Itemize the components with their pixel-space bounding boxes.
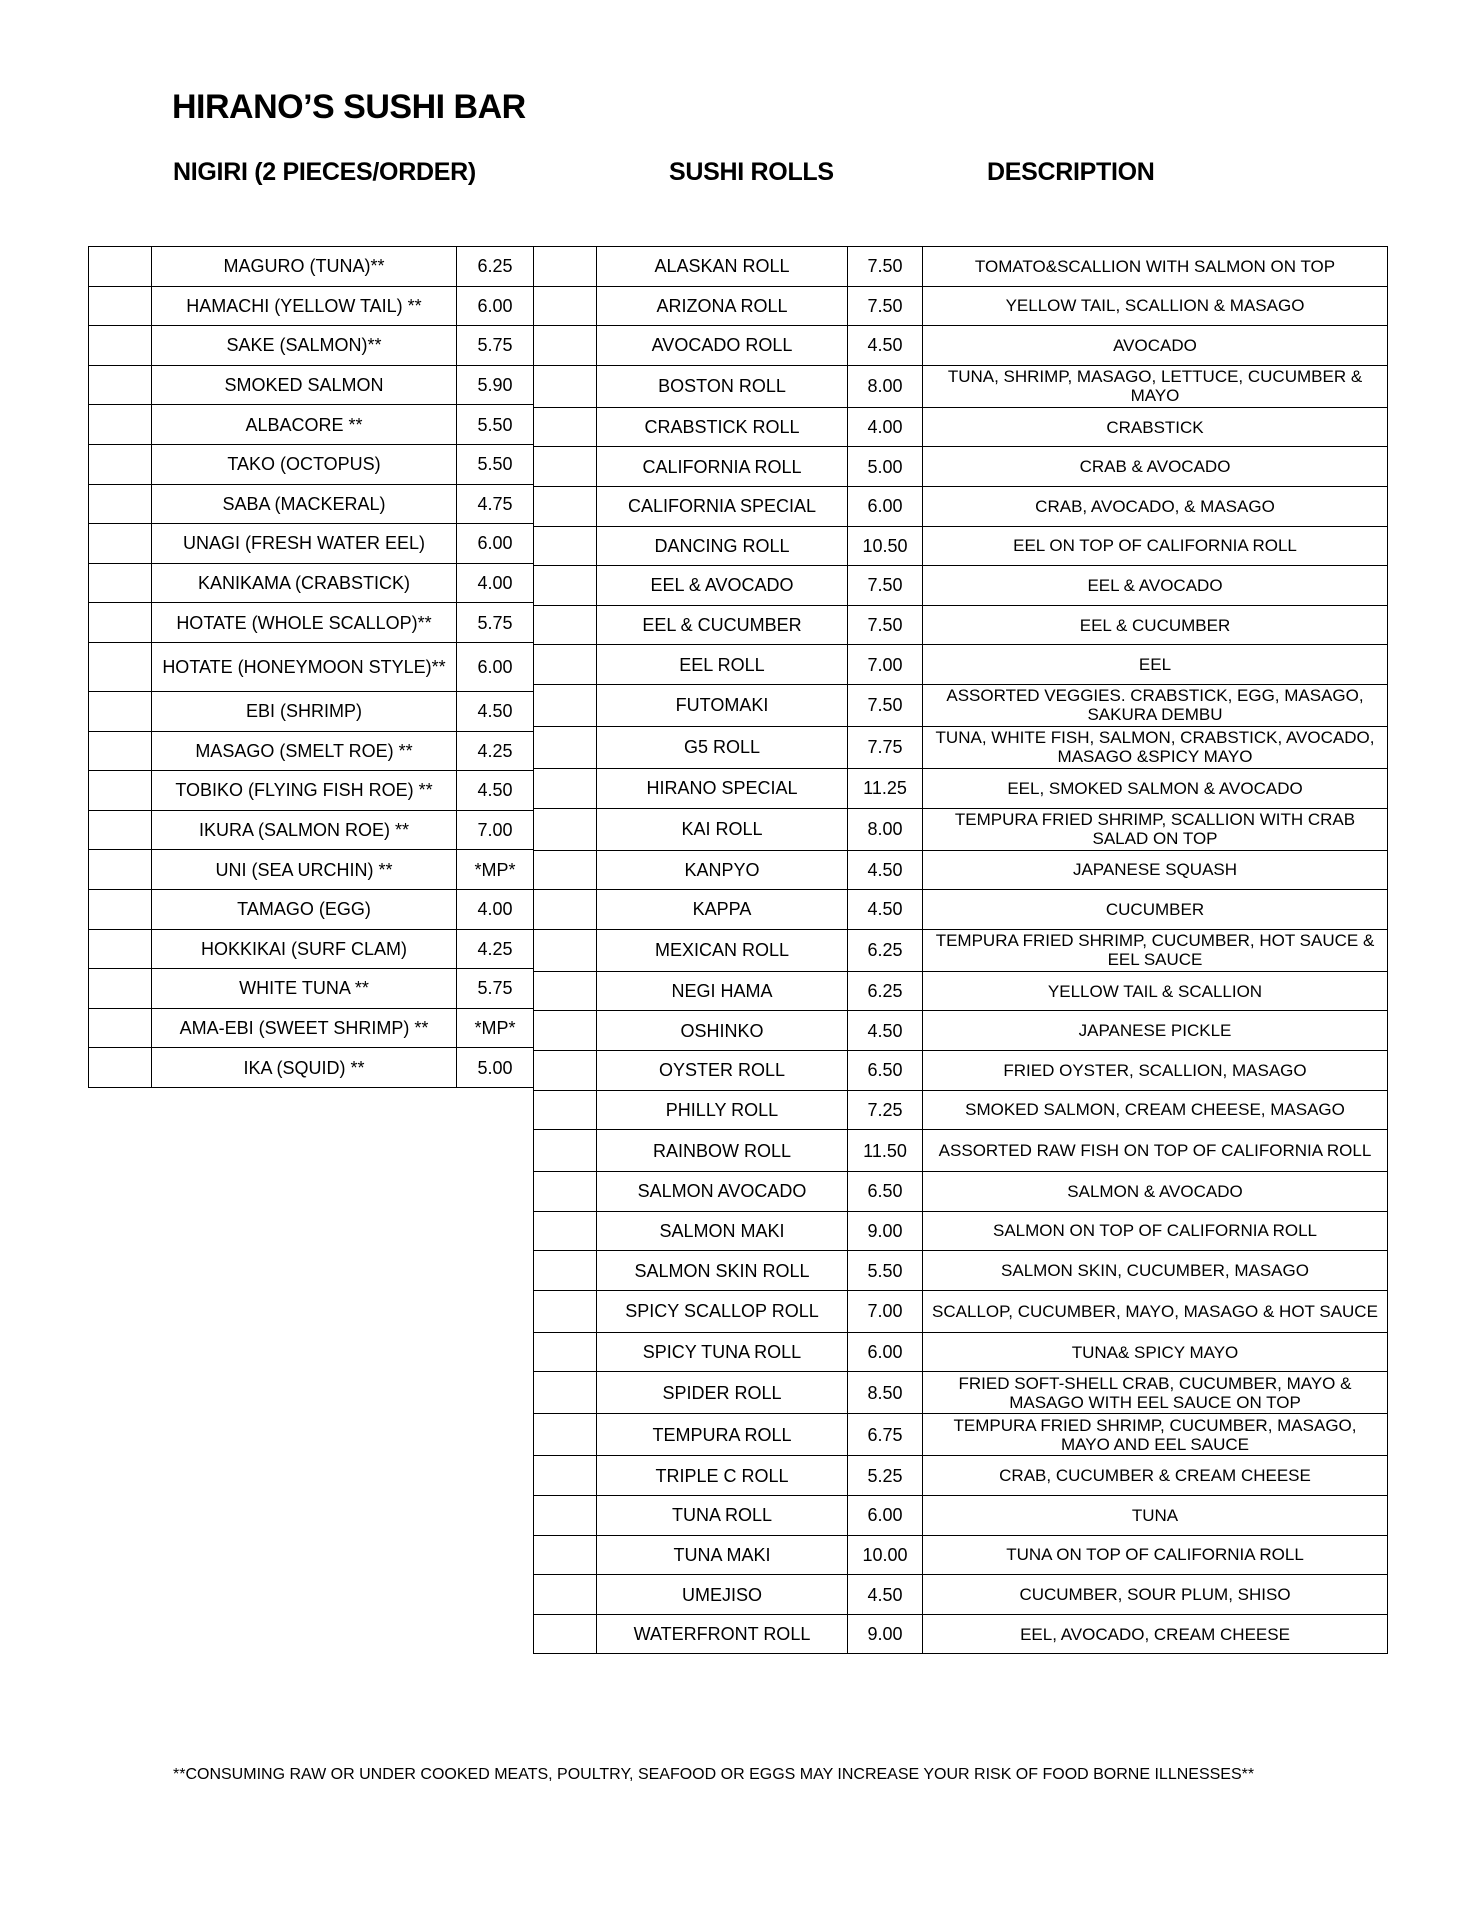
roll-description: SCALLOP, CUCUMBER, MAYO, MASAGO & HOT SAUCE [923,1290,1388,1332]
roll-price: 7.50 [848,286,923,326]
roll-name: EEL & CUCUMBER [597,605,848,645]
roll-description: CRABSTICK [923,407,1388,447]
blank-cell [534,1290,597,1332]
roll-description: SALMON SKIN, CUCUMBER, MASAGO [923,1251,1388,1291]
roll-price: 4.50 [848,326,923,366]
roll-name: CRABSTICK ROLL [597,407,848,447]
nigiri-price: 5.75 [457,603,534,643]
roll-row [534,1090,1388,1130]
roll-price: 7.50 [848,684,923,726]
roll-price: 7.75 [848,726,923,768]
roll-price: 10.50 [848,526,923,566]
blank-cell [534,286,597,326]
roll-name: PHILLY ROLL [597,1090,848,1130]
roll-row [534,1011,1388,1051]
roll-description: YELLOW TAIL, SCALLION & MASAGO [923,286,1388,326]
roll-description: TUNA ON TOP OF CALIFORNIA ROLL [923,1535,1388,1575]
roll-description: TUNA, SHRIMP, MASAGO, LETTUCE, CUCUMBER & MAYO [923,365,1388,407]
blank-cell [89,731,152,771]
roll-name: G5 ROLL [597,726,848,768]
roll-row [534,850,1388,890]
roll-description: FRIED OYSTER, SCALLION, MASAGO [923,1050,1388,1090]
blank-cell [89,850,152,890]
roll-row [534,1614,1388,1654]
roll-name: TRIPLE C ROLL [597,1456,848,1496]
blank-cell [89,484,152,524]
roll-description: ASSORTED RAW FISH ON TOP OF CALIFORNIA ROLL [923,1130,1388,1172]
blank-cell [534,1211,597,1251]
roll-description: FRIED SOFT-SHELL CRAB, CUCUMBER, MAYO & MASAGO WITH EEL SAUCE ON TOP [923,1372,1388,1414]
roll-name: WATERFRONT ROLL [597,1614,848,1654]
blank-cell [534,890,597,930]
roll-price: 8.00 [848,808,923,850]
roll-row [534,726,1388,768]
roll-row [534,365,1388,407]
blank-cell [534,1172,597,1212]
roll-description: CRAB, CUCUMBER & CREAM CHEESE [923,1456,1388,1496]
nigiri-name: UNAGI (FRESH WATER EEL) [152,524,457,564]
roll-price: 6.75 [848,1414,923,1456]
roll-row [534,1332,1388,1372]
roll-name: OYSTER ROLL [597,1050,848,1090]
nigiri-price: 4.25 [457,731,534,771]
roll-description: CUCUMBER [923,890,1388,930]
nigiri-name: UNI (SEA URCHIN) ** [152,850,457,890]
blank-cell [534,684,597,726]
roll-description: EEL, AVOCADO, CREAM CHEESE [923,1614,1388,1654]
roll-price: 6.50 [848,1050,923,1090]
nigiri-row [89,691,534,731]
nigiri-name: IKURA (SALMON ROE) ** [152,810,457,850]
nigiri-name: SABA (MACKERAL) [152,484,457,524]
nigiri-price: 5.00 [457,1048,534,1088]
nigiri-name: TOBIKO (FLYING FISH ROE) ** [152,771,457,811]
roll-row [534,1290,1388,1332]
roll-name: DANCING ROLL [597,526,848,566]
nigiri-name: ALBACORE ** [152,405,457,445]
blank-cell [534,726,597,768]
roll-price: 4.50 [848,1011,923,1051]
roll-row [534,890,1388,930]
roll-row [534,808,1388,850]
nigiri-price: 7.00 [457,810,534,850]
roll-row [534,1575,1388,1615]
roll-row [534,605,1388,645]
roll-name: HIRANO SPECIAL [597,768,848,808]
blank-cell [89,286,152,326]
roll-price: 10.00 [848,1535,923,1575]
nigiri-price: *MP* [457,850,534,890]
roll-row [534,566,1388,606]
nigiri-row [89,326,534,366]
sushi-rolls-heading: SUSHI ROLLS [669,158,834,186]
nigiri-row [89,929,534,969]
roll-name: CALIFORNIA SPECIAL [597,486,848,526]
roll-description: SALMON ON TOP OF CALIFORNIA ROLL [923,1211,1388,1251]
roll-name: SPICY SCALLOP ROLL [597,1290,848,1332]
roll-name: KANPYO [597,850,848,890]
blank-cell [89,247,152,287]
roll-name: FUTOMAKI [597,684,848,726]
nigiri-name: HOTATE (HONEYMOON STYLE)** [152,642,457,691]
blank-cell [89,810,152,850]
roll-description: YELLOW TAIL & SCALLION [923,971,1388,1011]
nigiri-heading: NIGIRI (2 PIECES/ORDER) [173,158,476,186]
blank-cell [89,889,152,929]
roll-row [534,1050,1388,1090]
roll-row [534,1130,1388,1172]
nigiri-name: TAMAGO (EGG) [152,889,457,929]
roll-name: TUNA ROLL [597,1496,848,1536]
blank-cell [534,971,597,1011]
description-heading: DESCRIPTION [987,158,1155,186]
roll-row [534,247,1388,287]
roll-name: RAINBOW ROLL [597,1130,848,1172]
nigiri-name: EBI (SHRIMP) [152,691,457,731]
blank-cell [89,326,152,366]
roll-price: 4.50 [848,850,923,890]
roll-description: TUNA, WHITE FISH, SALMON, CRABSTICK, AVOCADO, MASAGO &SPICY MAYO [923,726,1388,768]
nigiri-price: 4.50 [457,771,534,811]
blank-cell [89,691,152,731]
roll-description: TUNA [923,1496,1388,1536]
roll-name: ALASKAN ROLL [597,247,848,287]
blank-cell [534,850,597,890]
roll-price: 6.00 [848,486,923,526]
roll-price: 7.50 [848,247,923,287]
roll-name: SPIDER ROLL [597,1372,848,1414]
roll-name: BOSTON ROLL [597,365,848,407]
nigiri-row [89,563,534,603]
nigiri-row [89,850,534,890]
nigiri-name: KANIKAMA (CRABSTICK) [152,563,457,603]
blank-cell [534,645,597,685]
blank-cell [534,486,597,526]
roll-price: 9.00 [848,1614,923,1654]
blank-cell [89,563,152,603]
nigiri-price: 5.75 [457,326,534,366]
blank-cell [89,603,152,643]
nigiri-price: 6.25 [457,247,534,287]
blank-cell [89,969,152,1009]
blank-cell [534,1090,597,1130]
nigiri-name: MASAGO (SMELT ROE) ** [152,731,457,771]
roll-row [534,526,1388,566]
blank-cell [534,808,597,850]
roll-name: EEL ROLL [597,645,848,685]
roll-row [534,1211,1388,1251]
roll-price: 4.00 [848,407,923,447]
roll-price: 4.50 [848,1575,923,1615]
roll-row [534,1372,1388,1414]
roll-row [534,645,1388,685]
roll-name: MEXICAN ROLL [597,929,848,971]
nigiri-row [89,771,534,811]
blank-cell [89,929,152,969]
blank-cell [89,444,152,484]
roll-price: 8.50 [848,1372,923,1414]
nigiri-row [89,1008,534,1048]
roll-name: NEGI HAMA [597,971,848,1011]
roll-price: 6.25 [848,929,923,971]
nigiri-price: 4.50 [457,691,534,731]
roll-price: 6.00 [848,1332,923,1372]
nigiri-row [89,642,534,691]
roll-price: 6.25 [848,971,923,1011]
blank-cell [534,365,597,407]
nigiri-price: 5.75 [457,969,534,1009]
roll-description: CRAB, AVOCADO, & MASAGO [923,486,1388,526]
blank-cell [534,1456,597,1496]
nigiri-row [89,247,534,287]
roll-price: 4.50 [848,890,923,930]
nigiri-row [89,365,534,405]
blank-cell [534,1575,597,1615]
nigiri-name: MAGURO (TUNA)** [152,247,457,287]
nigiri-price: 6.00 [457,286,534,326]
blank-cell [534,1535,597,1575]
menu-title: HIRANO’S SUSHI BAR [172,88,526,126]
nigiri-name: WHITE TUNA ** [152,969,457,1009]
blank-cell [534,929,597,971]
blank-cell [89,1008,152,1048]
blank-cell [534,605,597,645]
nigiri-row [89,444,534,484]
nigiri-row [89,286,534,326]
roll-row [534,447,1388,487]
blank-cell [89,1048,152,1088]
blank-cell [534,1614,597,1654]
blank-cell [534,1332,597,1372]
roll-description: CRAB & AVOCADO [923,447,1388,487]
nigiri-name: AMA-EBI (SWEET SHRIMP) ** [152,1008,457,1048]
roll-description: JAPANESE SQUASH [923,850,1388,890]
blank-cell [534,1251,597,1291]
nigiri-price: 4.00 [457,889,534,929]
roll-name: TUNA MAKI [597,1535,848,1575]
nigiri-name: IKA (SQUID) ** [152,1048,457,1088]
blank-cell [89,365,152,405]
roll-row [534,1456,1388,1496]
roll-price: 8.00 [848,365,923,407]
roll-description: CUCUMBER, SOUR PLUM, SHISO [923,1575,1388,1615]
roll-price: 7.00 [848,645,923,685]
roll-price: 6.50 [848,1172,923,1212]
roll-name: SALMON AVOCADO [597,1172,848,1212]
nigiri-name: SAKE (SALMON)** [152,326,457,366]
roll-name: UMEJISO [597,1575,848,1615]
roll-description: SMOKED SALMON, CREAM CHEESE, MASAGO [923,1090,1388,1130]
roll-description: TOMATO&SCALLION WITH SALMON ON TOP [923,247,1388,287]
nigiri-name: SMOKED SALMON [152,365,457,405]
roll-description: EEL, SMOKED SALMON & AVOCADO [923,768,1388,808]
roll-row [534,684,1388,726]
roll-name: KAI ROLL [597,808,848,850]
roll-name: SALMON SKIN ROLL [597,1251,848,1291]
roll-name: KAPPA [597,890,848,930]
roll-row [534,971,1388,1011]
blank-cell [89,524,152,564]
roll-description: EEL ON TOP OF CALIFORNIA ROLL [923,526,1388,566]
roll-row [534,1414,1388,1456]
blank-cell [534,247,597,287]
blank-cell [534,326,597,366]
roll-name: SALMON MAKI [597,1211,848,1251]
blank-cell [89,405,152,445]
roll-name: EEL & AVOCADO [597,566,848,606]
roll-row [534,1172,1388,1212]
nigiri-price: 4.25 [457,929,534,969]
roll-row [534,486,1388,526]
roll-row [534,326,1388,366]
nigiri-row [89,889,534,929]
blank-cell [534,1496,597,1536]
roll-description: TEMPURA FRIED SHRIMP, CUCUMBER, HOT SAUCE & EEL SAUCE [923,929,1388,971]
roll-price: 7.50 [848,605,923,645]
roll-description: AVOCADO [923,326,1388,366]
roll-description: EEL & AVOCADO [923,566,1388,606]
food-safety-note: **CONSUMING RAW OR UNDER COOKED MEATS, POULTRY, SEAFOOD OR EGGS MAY INCREASE YOUR RISK OF FOOD BORNE ILLNESSES** [173,1766,1255,1783]
roll-row [534,768,1388,808]
nigiri-name: HOKKIKAI (SURF CLAM) [152,929,457,969]
roll-name: OSHINKO [597,1011,848,1051]
roll-description: TUNA& SPICY MAYO [923,1332,1388,1372]
sushi-rolls-table [533,246,1388,1654]
roll-price: 9.00 [848,1211,923,1251]
roll-description: EEL [923,645,1388,685]
blank-cell [534,768,597,808]
nigiri-table [88,246,534,1088]
roll-row [534,929,1388,971]
nigiri-name: TAKO (OCTOPUS) [152,444,457,484]
blank-cell [534,566,597,606]
nigiri-price: 5.50 [457,405,534,445]
roll-row [534,286,1388,326]
nigiri-row [89,524,534,564]
roll-row [534,407,1388,447]
nigiri-row [89,731,534,771]
nigiri-row [89,484,534,524]
roll-name: AVOCADO ROLL [597,326,848,366]
blank-cell [534,407,597,447]
roll-price: 7.00 [848,1290,923,1332]
nigiri-price: 4.75 [457,484,534,524]
roll-price: 7.25 [848,1090,923,1130]
blank-cell [534,1130,597,1172]
nigiri-price: 4.00 [457,563,534,603]
nigiri-price: 5.90 [457,365,534,405]
nigiri-row [89,603,534,643]
roll-description: SALMON & AVOCADO [923,1172,1388,1212]
nigiri-price: 5.50 [457,444,534,484]
blank-cell [534,1050,597,1090]
roll-description: TEMPURA FRIED SHRIMP, SCALLION WITH CRAB SALAD ON TOP [923,808,1388,850]
blank-cell [534,526,597,566]
nigiri-row [89,1048,534,1088]
roll-description: EEL & CUCUMBER [923,605,1388,645]
roll-description: ASSORTED VEGGIES. CRABSTICK, EGG, MASAGO, SAKURA DEMBU [923,684,1388,726]
nigiri-price: *MP* [457,1008,534,1048]
roll-row [534,1496,1388,1536]
roll-name: SPICY TUNA ROLL [597,1332,848,1372]
nigiri-row [89,969,534,1009]
roll-price: 5.50 [848,1251,923,1291]
nigiri-row [89,405,534,445]
blank-cell [534,1011,597,1051]
roll-description: TEMPURA FRIED SHRIMP, CUCUMBER, MASAGO, MAYO AND EEL SAUCE [923,1414,1388,1456]
roll-price: 6.00 [848,1496,923,1536]
roll-name: CALIFORNIA ROLL [597,447,848,487]
roll-row [534,1251,1388,1291]
roll-price: 11.50 [848,1130,923,1172]
nigiri-price: 6.00 [457,524,534,564]
roll-price: 7.50 [848,566,923,606]
blank-cell [534,1414,597,1456]
roll-description: JAPANESE PICKLE [923,1011,1388,1051]
blank-cell [89,771,152,811]
blank-cell [534,1372,597,1414]
blank-cell [534,447,597,487]
roll-row [534,1535,1388,1575]
blank-cell [89,642,152,691]
roll-name: TEMPURA ROLL [597,1414,848,1456]
roll-price: 11.25 [848,768,923,808]
nigiri-price: 6.00 [457,642,534,691]
roll-price: 5.25 [848,1456,923,1496]
roll-name: ARIZONA ROLL [597,286,848,326]
roll-price: 5.00 [848,447,923,487]
nigiri-name: HOTATE (WHOLE SCALLOP)** [152,603,457,643]
nigiri-row [89,810,534,850]
nigiri-name: HAMACHI (YELLOW TAIL) ** [152,286,457,326]
